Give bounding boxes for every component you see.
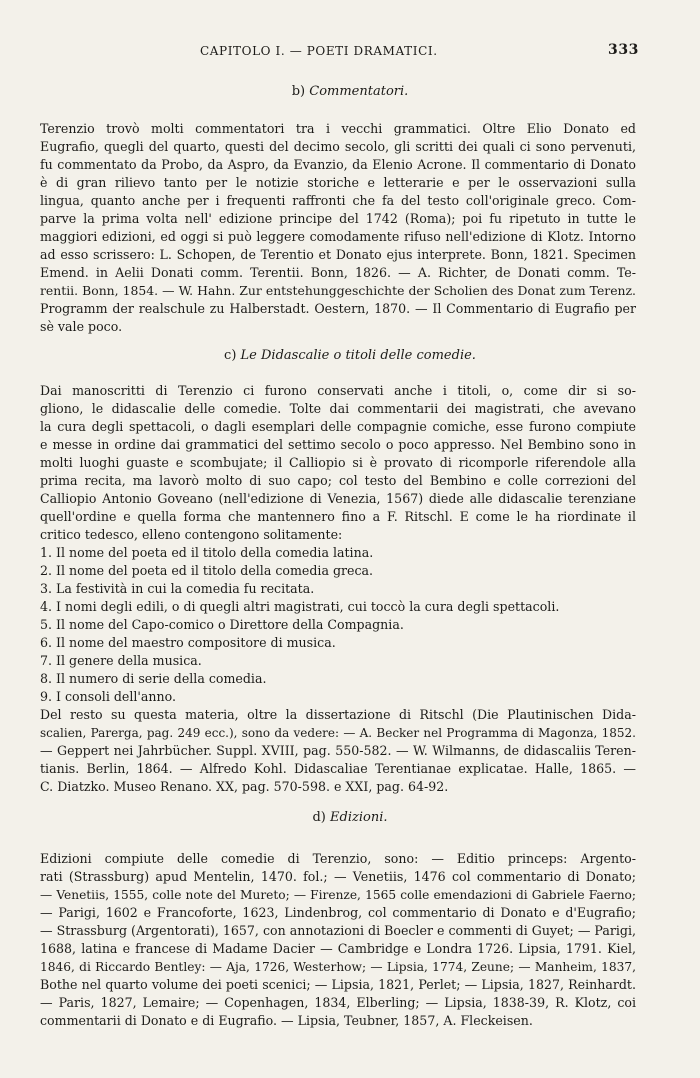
text-line: — Strassburg (Argentorati), 1657, con annotazioni di Boecler e commenti di Guyet; — Parigi, [40, 923, 636, 938]
text-line: fu commentato da Probo, da Aspro, da Evanzio, da Elenio Acrone. Il commentario di Donato [40, 157, 636, 172]
text-line: molti luoghi guaste e scombujate; il Calliopio si è provato di ricomporle riferendole alla [40, 455, 636, 470]
paragraph-edizioni [40, 850, 636, 1030]
text-line: — Paris, 1827, Lemaire; — Copenhagen, 1834, Elberling; — Lipsia, 1838-39, R. Klotz, coi [40, 995, 636, 1010]
paragraph-didascalie-bibliography [40, 706, 636, 796]
text-line: Del resto su questa materia, oltre la dissertazione di Ritschl (Die Plautinischen Dida- [40, 707, 636, 722]
text-line: gliono, le didascalie delle comedie. Tolte dai commentarii dei magistrati, che avevano [40, 401, 636, 416]
text-line: la cura degli spettacoli, o dagli esemplari delle compagnie comiche, esse furono compiute [40, 419, 636, 434]
text-line: critico tedesco, elleno contengono solitamente: [40, 527, 343, 542]
text-line: — Parigi, 1602 e Francoforte, 1623, Lindenbrog, col commentario di Donato e d'Eugrafio; [40, 905, 636, 920]
text-line: 1846, di Riccardo Bentley: — Aja, 1726, Westerhow; — Lipsia, 1774, Zeune; — Manheim, 1837, [40, 960, 636, 974]
text-line: e messe in ordine dai grammatici del settimo secolo o poco appresso. Nel Bembino sono in [40, 437, 636, 452]
text-line: Dai manoscritti di Terenzio ci furono conservati anche i titoli, o, come dir si so- [40, 383, 636, 398]
text-line: rentii. Bonn, 1854. — W. Hahn. Zur entstehunggeschichte der Scholien des Donat zum Terenz. [40, 283, 636, 298]
section-title: Le Didascalie o titoli delle comedie. [240, 348, 476, 363]
text-line: Terenzio trovò molti commentatori tra i vecchi grammatici. Oltre Elio Donato ed [40, 121, 636, 136]
text-line: è di gran rilievo tanto per le notizie storiche e letterarie e per le osservazioni sulla [40, 175, 636, 190]
text-line: ad esso scrissero: L. Schopen, de Terentio et Donato ejus interprete. Bonn, 1821. Specimen [40, 247, 636, 262]
text-line: C. Diatzko. Museo Renano. XX, pag. 570-598. e XXI, pag. 64-92. [40, 779, 449, 794]
didascalie-list [40, 544, 636, 706]
text-line: parve la prima volta nell' edizione principe del 1742 (Roma); poi fu ripetuto in tutte le [40, 211, 636, 226]
paragraph-commentatori [40, 120, 636, 336]
text-line: tianis. Berlin, 1864. — Alfredo Kohl. Didascaliae Terentianae explicatae. Halle, 1865. — [40, 761, 636, 776]
list-item: 6. Il nome del maestro compositore di musica. [40, 635, 336, 650]
page-number: 333 [608, 42, 640, 58]
paragraph-didascalie [40, 382, 636, 544]
list-item: 1. Il nome del poeta ed il titolo della comedia latina. [40, 545, 374, 560]
section-heading-commentatori [0, 84, 700, 99]
text-line: maggiori edizioni, ed oggi si può leggere comodamente rifuso nell'edizione di Klotz. Intorno [40, 229, 636, 244]
section-label: b) [291, 84, 306, 99]
list-item: 9. I consoli dell'anno. [40, 689, 176, 704]
text-line: Emend. in Aelii Donati comm. Terentii. Bonn, 1826. — A. Richter, de Donati comm. Te- [40, 265, 636, 280]
running-head-title: CAPITOLO I. — POETI DRAMATICI. [200, 44, 438, 58]
text-line: — Venetiis, 1555, colle note del Mureto; — Firenze, 1565 colle emendazioni di Gabriele Faerno; [40, 888, 636, 902]
text-line: Edizioni compiute delle comedie di Terenzio, sono: — Editio princeps: Argento- [40, 851, 636, 866]
text-line: Bothe nel quarto volume dei poeti scenici; — Lipsia, 1821, Perlet; — Lipsia, 1827, Reinhardt. [40, 977, 636, 992]
text-line: sè vale poco. [40, 319, 123, 334]
section-heading-didascalie [0, 348, 700, 363]
list-item: 3. La festività in cui la comedia fu recitata. [40, 581, 315, 596]
text-line: commentarii di Donato e di Eugrafio. — Lipsia, Teubner, 1857, A. Fleckeisen. [40, 1013, 533, 1028]
section-title: Edizioni. [330, 810, 388, 825]
text-line: prima recita, ma lavorò molto di suo capo; col testo del Bembino e colle correzioni del [40, 473, 636, 488]
text-line: lingua, quanto anche per i frequenti raffronti che fa del testo coll'originale greco. Com- [40, 193, 636, 208]
text-line: Calliopio Antonio Goveano (nell'edizione di Venezia, 1567) diede alle didascalie terenziane [40, 491, 636, 506]
list-item: 7. Il genere della musica. [40, 653, 202, 668]
section-label: d) [312, 810, 326, 825]
text-line: scalien, Parerga, pag. 249 ecc.), sono da vedere: — A. Becker nel Programma di Magonza, 1852. [40, 726, 636, 740]
text-line: Eugrafio, quegli del quarto, questi del decimo secolo, gli scritti dei quali ci sono pervenuti, [40, 139, 636, 154]
list-item: 8. Il numero di serie della comedia. [40, 671, 267, 686]
text-line: rati (Strassburg) apud Mentelin, 1470. fol.; — Venetiis, 1476 col commentario di Donato; [40, 869, 636, 884]
list-item: 5. Il nome del Capo-comico o Direttore della Compagnia. [40, 617, 404, 632]
text-line: quell'ordine e quella forma che mantennero fino a F. Ritschl. E come le ha riordinate il [40, 509, 636, 524]
list-item: 4. I nomi degli edili, o di quegli altri magistrati, cui toccò la cura degli spettacoli. [40, 599, 560, 614]
section-title: Commentatori. [309, 84, 409, 99]
text-line: 1688, latina e francese di Madame Dacier — Cambridge e Londra 1726. Lipsia, 1791. Kiel, [40, 941, 636, 956]
section-label: c) [224, 348, 237, 363]
section-heading-edizioni [0, 810, 700, 825]
text-line: — Geppert nei Jahrbücher. Suppl. XVIII, pag. 550-582. — W. Wilmanns, de didascaliis Teren- [40, 743, 636, 758]
list-item: 2. Il nome del poeta ed il titolo della comedia greca. [40, 563, 374, 578]
text-line: Programm der realschule zu Halberstadt. Oestern, 1870. — Il Commentario di Eugrafio per [40, 301, 636, 316]
